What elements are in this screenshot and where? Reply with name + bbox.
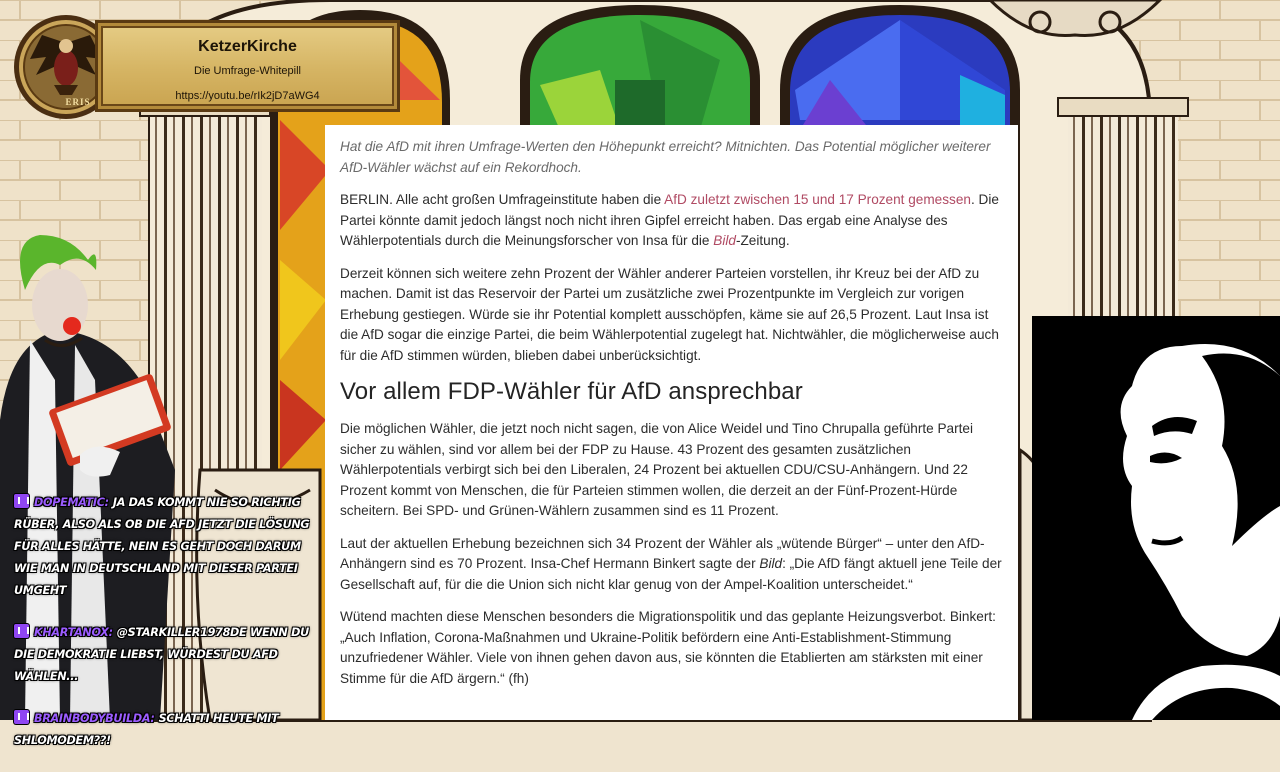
bild-source-name: Bild [759, 556, 783, 571]
article-subheading: Vor allem FDP-Wähler für AfD ansprechbar [340, 378, 803, 405]
article-paragraph-3: Die möglichen Wähler, die jetzt noch nicht sagen, die von Alice Weidel und Tino Chrupalla geführte Partei sicher zu wählen, sind vor allem bei der FDP zu Hause. 43 Prozent des gesamten zusätzlichen Wählerpotentials verbirgt sich bei den Liberalen, 24 Prozent bei aktuellen CDU/CSU-Anhängern. Und 22 Prozent kommt von Menschen, die für Parteien stimmen wollen, die derzeit an der Fünf-Prozent-Hürde scheitern. Bei SPD- und Grünen-Wählern zusammen sind es 11 Prozent. [340, 421, 973, 518]
logo-text: ERIS [65, 97, 91, 107]
poll-results-link[interactable]: AfD zuletzt zwischen 15 und 17 Prozent gemessen [664, 192, 971, 207]
p1-text-start: BERLIN. Alle acht großen Umfrageinstitute haben die [340, 192, 665, 207]
stream-title: Die Umfrage-Whitepill [194, 65, 301, 77]
p4-text-end: : „Die AfD fängt aktuell jene Teile der Gesellschaft auf, für die die Union sich nicht klar genug von der Ampel-Koalition unterscheidet.“ [340, 556, 1002, 592]
p1-text-end: -Zeitung. [735, 233, 790, 248]
bild-link[interactable]: Bild [713, 233, 736, 248]
article-paragraph-5: Wütend machten diese Menschen besonders die Migrationspolitik und das geplante Heizungsverbot. Binkert: „Auch Inflation, Corona-Maßnahmen und Ukraine-Politik befördern eine Anti-Establishment-Stimmung unzufriedener Wähler. Viele von ihnen gehen davon aus, sie könnten die Etablierten am stärksten mit einer Stimme für die AfD ärgern.“ (fh) [340, 609, 996, 686]
chat-text: JA DAS KOMMT NIE SO RICHTIG RÜBER, ALSO ALS OB DIE AFD JETZT DIE LÖSUNG FÜR ALLES HÄTTE, NEIN ES GEHT DOCH DARUM WIE MAN IN DEUTSCHLAND MIT DIESER PARTEI UMGEHT [14, 496, 310, 597]
webcam-feed [1032, 316, 1280, 720]
p1-text-middle: . Die Partei könnte damit jedoch längst noch nicht ihren Gipfel erreicht haben. Das ergab eine Analyse des Wählerpotentials durch die Meinungsforscher von Insa für die [340, 192, 999, 248]
chat-message [14, 622, 326, 688]
article-paragraph-2: Derzeit können sich weitere zehn Prozent der Wähler anderer Parteien vorstellen, ihr Kreuz bei der AfD zu machen. Damit ist das Reservoir der Partei um zusätzliche zwei Prozentpunkte im Vergleich zur vorigen Erhebung gestiegen. Würde sie ihr Potential komplett ausschöpfen, käme sie auf 26,5 Prozent. Laut Insa ist die AfD sogar die einzige Partei, die beim Wählerpotential zugelegt hat. Nichtwähler, die möglicherweise auch für die AfD stimmen würden, blieben dabei unberücksichtigt. [340, 265, 999, 363]
article-lead: Hat die AfD mit ihren Umfrage-Werten den Höhepunkt erreicht? Mitnichten. Das Potential möglicher weiterer AfD-Wähler wächst auf ein Rekordhoch. [340, 139, 991, 175]
streamer-silhouette [1032, 316, 1280, 720]
chat-message [14, 708, 326, 752]
channel-banner [95, 20, 400, 112]
subscriber-badge-icon [14, 494, 29, 508]
p4-text-start: Laut der aktuellen Erhebung bezeichnen sich 34 Prozent der Wähler als „wütende Bürger“ – unter den AfD-Anhängern sind es 70 Prozent. Insa-Chef Hermann Binkert sagte der [340, 535, 985, 571]
chat-message [14, 492, 326, 602]
video-link[interactable]: https://youtu.be/rIk2jD7aWG4 [175, 90, 320, 102]
article-paragraph-1 [340, 190, 1002, 252]
chat-text: @STARKILLER1978DE WENN DU DIE DEMOKRATIE LIEBST, WÜRDEST DU AFD WÄHLEN... [14, 626, 309, 683]
chat-username: BRAINBODYBUILDA: [34, 712, 155, 725]
chat-username: DOPEMATIC: [34, 496, 109, 509]
article-paragraph-4 [340, 534, 1002, 596]
chat-overlay [14, 492, 326, 772]
article-panel[interactable] [325, 125, 1018, 720]
subscriber-badge-icon [14, 624, 29, 638]
subscriber-badge-icon [14, 710, 29, 724]
chat-username: KHARTANOX: [34, 626, 113, 639]
channel-title: KetzerKirche [198, 38, 297, 55]
chat-text: SCHATTI HEUTE MIT SHLOMODEM??! [14, 712, 279, 747]
